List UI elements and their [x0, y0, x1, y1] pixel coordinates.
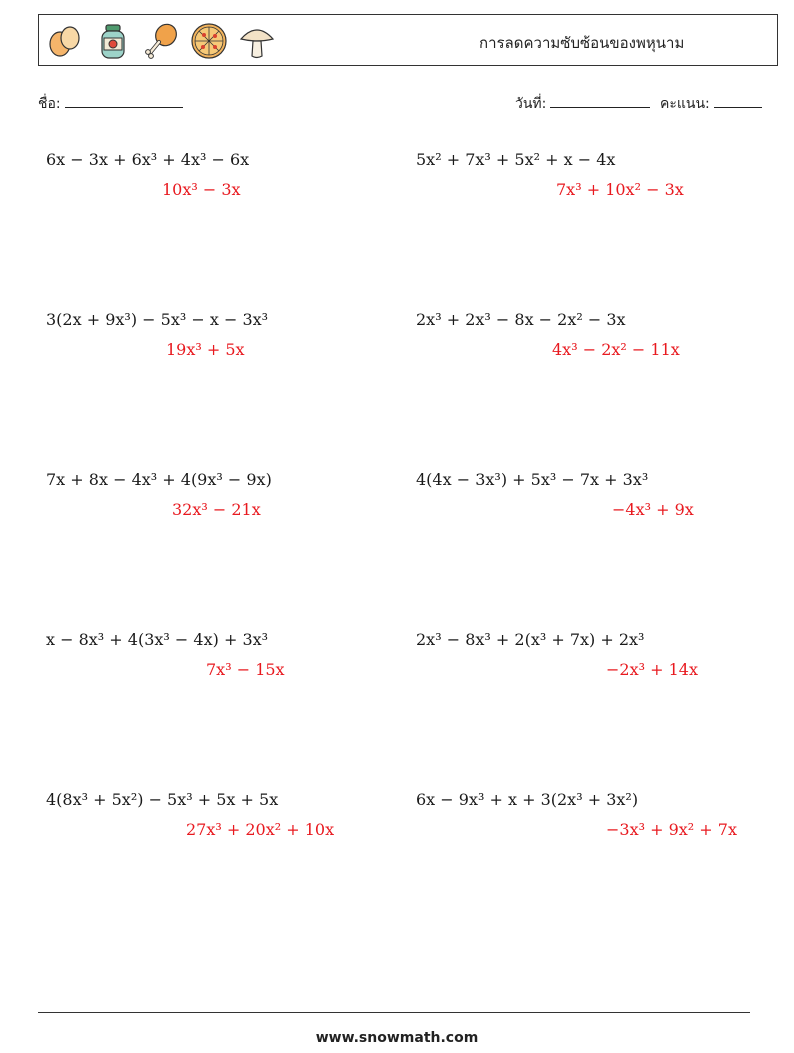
footer-divider	[38, 1012, 750, 1013]
footer-website: www.snowmath.com	[315, 1030, 479, 1046]
jar-icon	[93, 21, 133, 61]
problem-expression: 4(8x³ + 5x²) − 5x³ + 5x + 5x	[46, 790, 279, 809]
problem-expression: 6x − 9x³ + x + 3(2x³ + 3x²)	[416, 790, 639, 809]
problem-answer: 19x³ + 5x	[166, 340, 245, 359]
problem-answer: −2x³ + 14x	[606, 660, 698, 679]
mushroom-icon	[237, 21, 277, 61]
problem-item	[46, 470, 386, 530]
problem-expression: 6x − 3x + 6x³ + 4x³ − 6x	[46, 150, 250, 169]
chicken-leg-icon	[141, 21, 181, 61]
problem-answer: 7x³ − 15x	[206, 660, 285, 679]
worksheet-title: การลดความซับซ้อนของพหุนาม	[479, 34, 685, 52]
date-field	[515, 93, 650, 115]
problem-item	[416, 630, 756, 690]
problem-item	[46, 150, 386, 210]
problem-expression: 3(2x + 9x³) − 5x³ − x − 3x³	[46, 310, 269, 329]
name-field	[38, 93, 183, 115]
problem-answer: 4x³ − 2x² − 11x	[552, 340, 680, 359]
pizza-icon	[189, 21, 229, 61]
header-icons	[45, 21, 277, 61]
problem-answer: −3x³ + 9x² + 7x	[606, 820, 737, 839]
score-label: คะแนน:	[660, 96, 710, 112]
problem-expression: 5x² + 7x³ + 5x² + x − 4x	[416, 150, 616, 169]
header-box	[38, 14, 778, 66]
name-blank[interactable]	[65, 93, 183, 108]
score-blank[interactable]	[714, 93, 762, 108]
problem-item	[416, 470, 756, 530]
problem-answer: 10x³ − 3x	[162, 180, 241, 199]
name-label: ชื่อ:	[38, 96, 61, 112]
problem-item	[46, 630, 386, 690]
problem-expression: 2x³ + 2x³ − 8x − 2x² − 3x	[416, 310, 626, 329]
problem-expression: x − 8x³ + 4(3x³ − 4x) + 3x³	[46, 630, 269, 649]
problem-answer: 7x³ + 10x² − 3x	[556, 180, 684, 199]
score-field	[660, 93, 762, 115]
problem-answer: 32x³ − 21x	[172, 500, 261, 519]
problem-item	[46, 790, 386, 850]
problem-item	[46, 310, 386, 370]
problem-expression: 4(4x − 3x³) + 5x³ − 7x + 3x³	[416, 470, 649, 489]
date-label: วันที่:	[515, 96, 547, 112]
date-blank[interactable]	[550, 93, 650, 108]
problem-item	[416, 790, 756, 850]
eggs-icon	[45, 21, 85, 61]
problem-item	[416, 150, 756, 210]
problem-expression: 2x³ − 8x³ + 2(x³ + 7x) + 2x³	[416, 630, 645, 649]
problem-expression: 7x + 8x − 4x³ + 4(9x³ − 9x)	[46, 470, 272, 489]
problem-item	[416, 310, 756, 370]
problem-answer: 27x³ + 20x² + 10x	[186, 820, 335, 839]
problem-answer: −4x³ + 9x	[612, 500, 694, 519]
